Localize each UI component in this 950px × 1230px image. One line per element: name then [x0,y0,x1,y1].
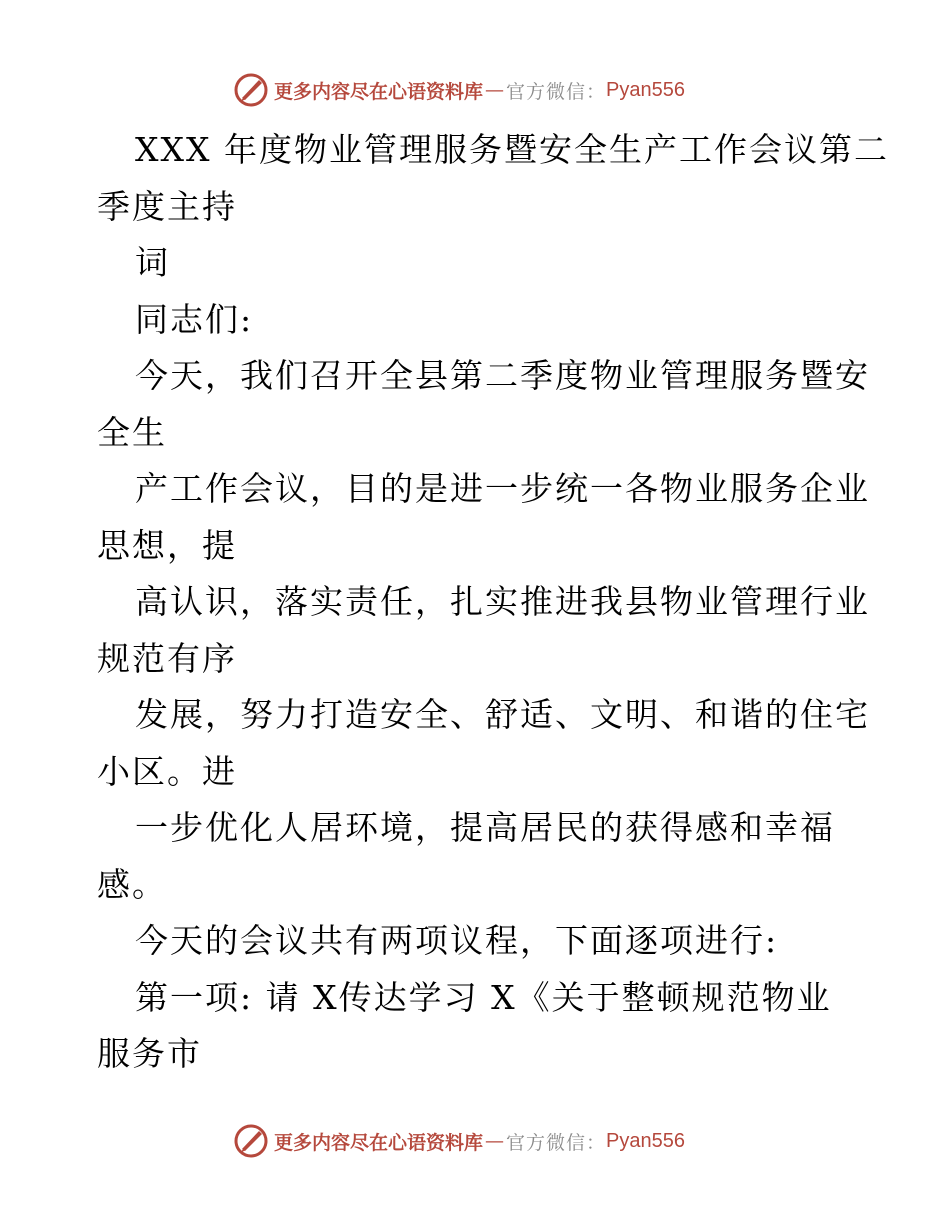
banner-separator: — [485,1130,505,1152]
title-line-3: 词 [135,243,170,282]
paragraph-line: 一步优化人居环境，提高居民的获得感和幸福 [135,808,835,847]
paragraph-line: 小区。进 [97,751,237,791]
paragraph-line: 全生 [97,412,167,452]
header-banner [232,70,685,110]
title-line-2: 季度主持 [97,186,237,226]
banner-brand-text: 更多内容尽在心语资料库 [274,80,484,103]
paragraph-line: 规范有序 [97,638,237,678]
quill-pen-icon [232,1122,270,1160]
agenda-item-1: 第一项: 请 X传达学习 X《关于整顿规范物业 [135,977,832,1017]
document-body [97,122,889,1083]
quill-pen-icon [232,71,270,109]
banner-separator: — [485,79,505,101]
agenda-intro: 今天的会议共有两项议程，下面逐项进行: [135,921,779,960]
paragraph-line: 发展，努力打造安全、舒适、文明、和谐的住宅 [135,695,870,734]
banner-wechat-label: 官方微信： [506,1131,607,1154]
paragraph-line: 产工作会议，目的是进一步统一各物业服务企业 [135,469,870,508]
banner-wechat-handle: Pyan556 [606,78,685,101]
paragraph-line: 高认识，落实责任，扎实推进我县物业管理行业 [135,582,870,621]
paragraph-line: 思想，提 [97,525,237,565]
paragraph-line: 感。 [97,864,167,904]
title-line-1: XXX 年度物业管理服务暨安全生产工作会议第二 [135,130,889,169]
paragraph-line: 今天，我们召开全县第二季度物业管理服务暨安 [135,356,870,395]
salutation: 同志们: [135,299,254,339]
footer-banner [232,1121,685,1161]
banner-wechat-handle: Pyan556 [606,1129,685,1152]
banner-wechat-label: 官方微信： [506,80,607,103]
agenda-item-1-cont: 服务市 [97,1034,202,1073]
banner-brand-text: 更多内容尽在心语资料库 [274,1131,484,1154]
